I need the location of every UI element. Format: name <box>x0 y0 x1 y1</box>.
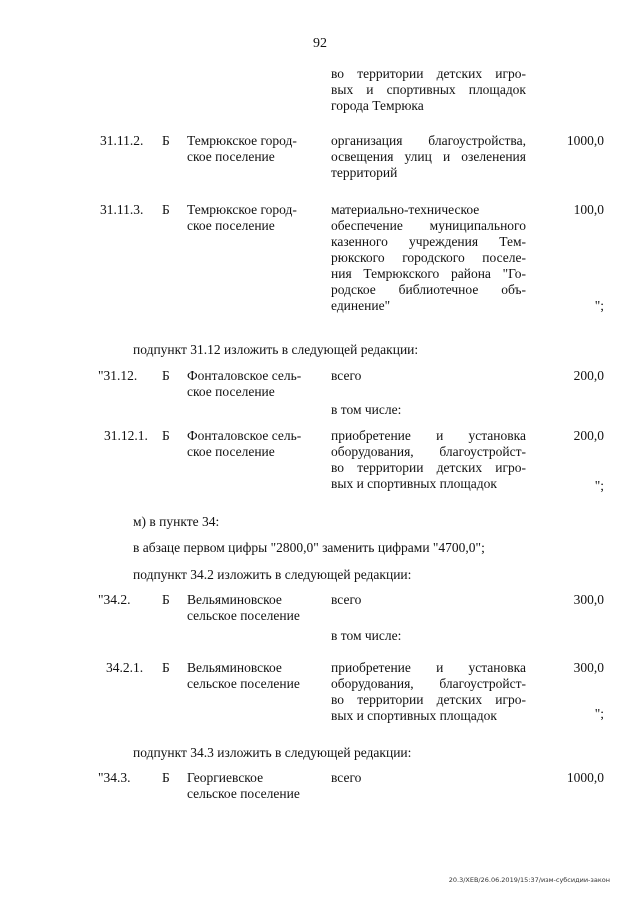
name-line: ское поселение <box>187 444 275 459</box>
closing-quote: "; <box>594 298 604 313</box>
closing-quote: "; <box>594 706 604 721</box>
name-line: Темрюкское город- <box>187 202 297 217</box>
item-description <box>331 202 526 314</box>
item-number: 31.11.2. <box>100 133 144 148</box>
item-description <box>331 133 526 181</box>
budget-code: Б <box>162 202 170 217</box>
amount: 300,0 <box>573 660 604 675</box>
item-number: 31.12.1. <box>104 428 148 443</box>
desc-line: материально-техническое <box>331 202 480 217</box>
name-line: сельское поселение <box>187 786 300 801</box>
budget-code: Б <box>162 133 170 148</box>
amount: 1000,0 <box>566 770 604 785</box>
name-line: ское поселение <box>187 384 275 399</box>
desc-line: казенного учреждения Тем- <box>331 234 526 249</box>
desc-line: приобретение и установка <box>331 428 526 443</box>
including-label: в том числе: <box>331 402 402 417</box>
name-line: Вельяминовское <box>187 592 282 607</box>
name-line: сельское поселение <box>187 608 300 623</box>
budget-code: Б <box>162 368 170 383</box>
name-line: ское поселение <box>187 149 275 164</box>
desc-line: ния Темрюкского района "Го- <box>331 266 526 281</box>
closing-quote: "; <box>594 478 604 493</box>
budget-code: Б <box>162 428 170 443</box>
amount: 1000,0 <box>566 133 604 148</box>
amount: 200,0 <box>573 368 604 383</box>
item-number: "31.12. <box>98 368 138 383</box>
item-number: "34.2. <box>98 592 131 607</box>
recipient-name <box>187 368 327 400</box>
recipient-name <box>187 770 327 802</box>
budget-code: Б <box>162 592 170 607</box>
desc-line: во территории детских игро- <box>331 460 526 475</box>
paragraph: подпункт 31.12 изложить в следующей редакции: <box>133 342 419 357</box>
recipient-name <box>187 428 327 460</box>
paragraph: м) в пункте 34: <box>133 514 220 529</box>
item-description <box>331 428 526 492</box>
desc-line: вых и спортивных площадок <box>331 82 526 97</box>
recipient-name <box>187 133 327 165</box>
budget-code: Б <box>162 770 170 785</box>
desc-line: единение" <box>331 298 391 313</box>
recipient-name <box>187 592 327 624</box>
budget-code: Б <box>162 660 170 675</box>
including-label: в том числе: <box>331 628 402 643</box>
desc-line: во территории детских игро- <box>331 66 526 81</box>
document-footer-code: 20.3/ХЕВ/26.06.2019/15:37/изм-субсидии-закон <box>448 876 610 884</box>
name-line: Вельяминовское <box>187 660 282 675</box>
paragraph: в абзаце первом цифры "2800,0" заменить цифрами "4700,0"; <box>133 540 485 555</box>
paragraph: подпункт 34.2 изложить в следующей редакции: <box>133 567 412 582</box>
desc-line: оборудования, благоустройст- <box>331 444 526 459</box>
amount: 300,0 <box>573 592 604 607</box>
amount: 200,0 <box>573 428 604 443</box>
desc-line: родское библиотечное объ- <box>331 282 526 297</box>
name-line: ское поселение <box>187 218 275 233</box>
name-line: Темрюкское город- <box>187 133 297 148</box>
item-number: 34.2.1. <box>106 660 144 675</box>
desc-line: организация благоустройства, <box>331 133 526 148</box>
item-number: 31.11.3. <box>100 202 144 217</box>
page-number: 92 <box>313 36 327 51</box>
name-line: Фонталовское сель- <box>187 428 302 443</box>
item-description: всего <box>331 770 362 785</box>
desc-line: вых и спортивных площадок <box>331 476 497 491</box>
desc-line: освещения улиц и озеленения <box>331 149 526 164</box>
recipient-name <box>187 660 327 692</box>
desc-line: города Темрюка <box>331 98 424 113</box>
name-line: Фонталовское сель- <box>187 368 302 383</box>
paragraph: подпункт 34.3 изложить в следующей редакции: <box>133 745 412 760</box>
desc-line: во территории детских игро- <box>331 692 526 707</box>
name-line: Георгиевское <box>187 770 264 785</box>
desc-line: рюкского городского поселе- <box>331 250 526 265</box>
desc-line: оборудования, благоустройст- <box>331 676 526 691</box>
recipient-name <box>187 202 327 234</box>
desc-line: вых и спортивных площадок <box>331 708 497 723</box>
item-description: всего <box>331 592 362 607</box>
amount: 100,0 <box>573 202 604 217</box>
desc-line: территорий <box>331 165 398 180</box>
desc-line: приобретение и установка <box>331 660 526 675</box>
item-description: всего <box>331 368 362 383</box>
desc-line: обеспечение муниципального <box>331 218 526 233</box>
name-line: сельское поселение <box>187 676 300 691</box>
item-description <box>331 660 526 724</box>
carryover-description <box>331 66 526 114</box>
item-number: "34.3. <box>98 770 131 785</box>
